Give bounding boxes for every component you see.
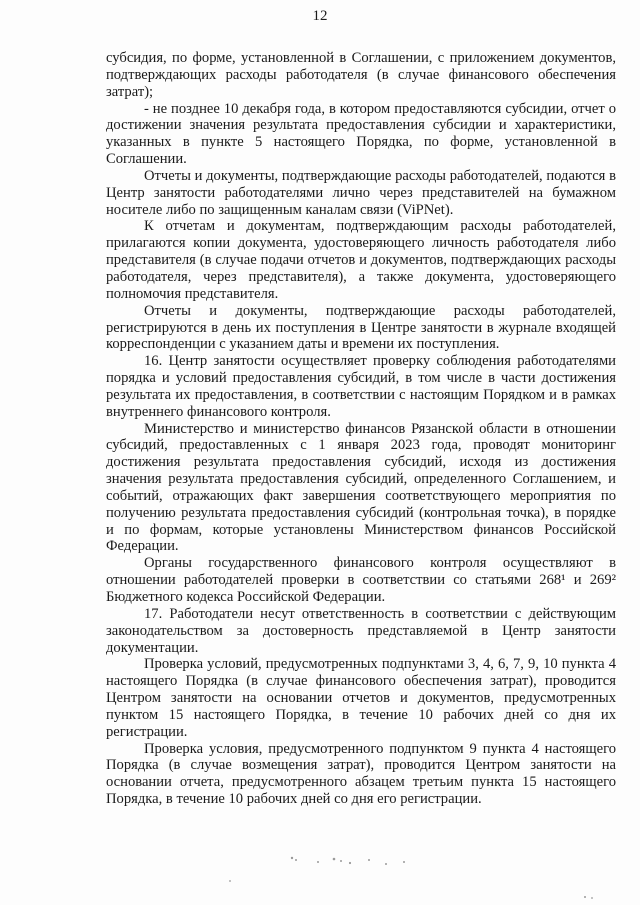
- paragraph: 17. Работодатели несут ответственность в соответствии с действующим законодательством за достоверность представляемой в Центр занятости документации.: [106, 605, 616, 656]
- paragraph: К отчетам и документам, подтверждающим расходы работодателей, прилагаются копии документа, удостоверяющего личность работодателя либо представителя (в случае подачи отчетов и документов, подтверждающих расходы работодателя, через представителя), а также документа, удостоверяющего полномочия представителя.: [106, 218, 616, 302]
- paragraph: Проверка условия, предусмотренного подпунктом 9 пункта 4 настоящего Порядка (в случае возмещения затрат), проводится Центром занятости на основании отчета, предусмотренного абзацем третьим пункта 15 настоящего Порядка, в течение 10 рабочих дней со дня его регистрации.: [106, 740, 616, 808]
- page-number: 12: [312, 8, 328, 24]
- paragraph: Отчеты и документы, подтверждающие расходы работодателей, регистрируются в день их поступления в Центре занятости в журнале входящей корреспонденции с указанием даты и времени их поступления.: [106, 302, 616, 353]
- paragraph: субсидия, по форме, установленной в Соглашении, с приложением документов, подтверждающих расходы работодателя (в случае финансового обеспечения затрат);: [106, 50, 616, 100]
- paragraph: Отчеты и документы, подтверждающие расходы работодателей, подаются в Центр занятости работодателями лично через представителей на бумажном носителе либо по защищенным каналам связи (ViPNet).: [106, 167, 616, 218]
- paragraph: Органы государственного финансового контроля осуществляют в отношении работодателей проверки в соответствии со статьями 268¹ и 269² Бюджетного кодекса Российской Федерации.: [106, 555, 616, 605]
- paragraph: 16. Центр занятости осуществляет проверку соблюдения работодателями порядка и условий предоставления субсидий, в том числе в части достижения результата их предоставления, в соответствии с настоящим Порядком и в рамках внутреннего финансового контроля.: [106, 353, 616, 420]
- paragraph: - не позднее 10 декабря года, в котором предоставляются субсидии, отчет о достижении значения результата предоставления субсидии и характеристики, указанных в пункте 5 настоящего Порядка, по форме, установленной в Соглашении.: [106, 100, 616, 168]
- paragraph: Проверка условий, предусмотренных подпунктами 3, 4, 6, 7, 9, 10 пункта 4 настоящего Порядка (в случае финансового обеспечения затрат), проводится Центром занятости на основании отчетов и документов, предусмотренных пунктом 15 настоящего Порядка, в течение 10 рабочих дней со дня их регистрации.: [106, 656, 616, 740]
- paragraph: Министерство и министерство финансов Рязанской области в отношении субсидий, предоставленных с 1 января 2023 года, проводят мониторинг достижения результата предоставления субсидий, исходя из достижения значения результата предоставления субсидий, определенного Соглашением, и событий, отражающих факт завершения соответствующего мероприятия по получению результата предоставления субсидий (контрольная точка), в порядке и по формам, которые установлены Министерством финансов Российской Федерации.: [106, 420, 616, 555]
